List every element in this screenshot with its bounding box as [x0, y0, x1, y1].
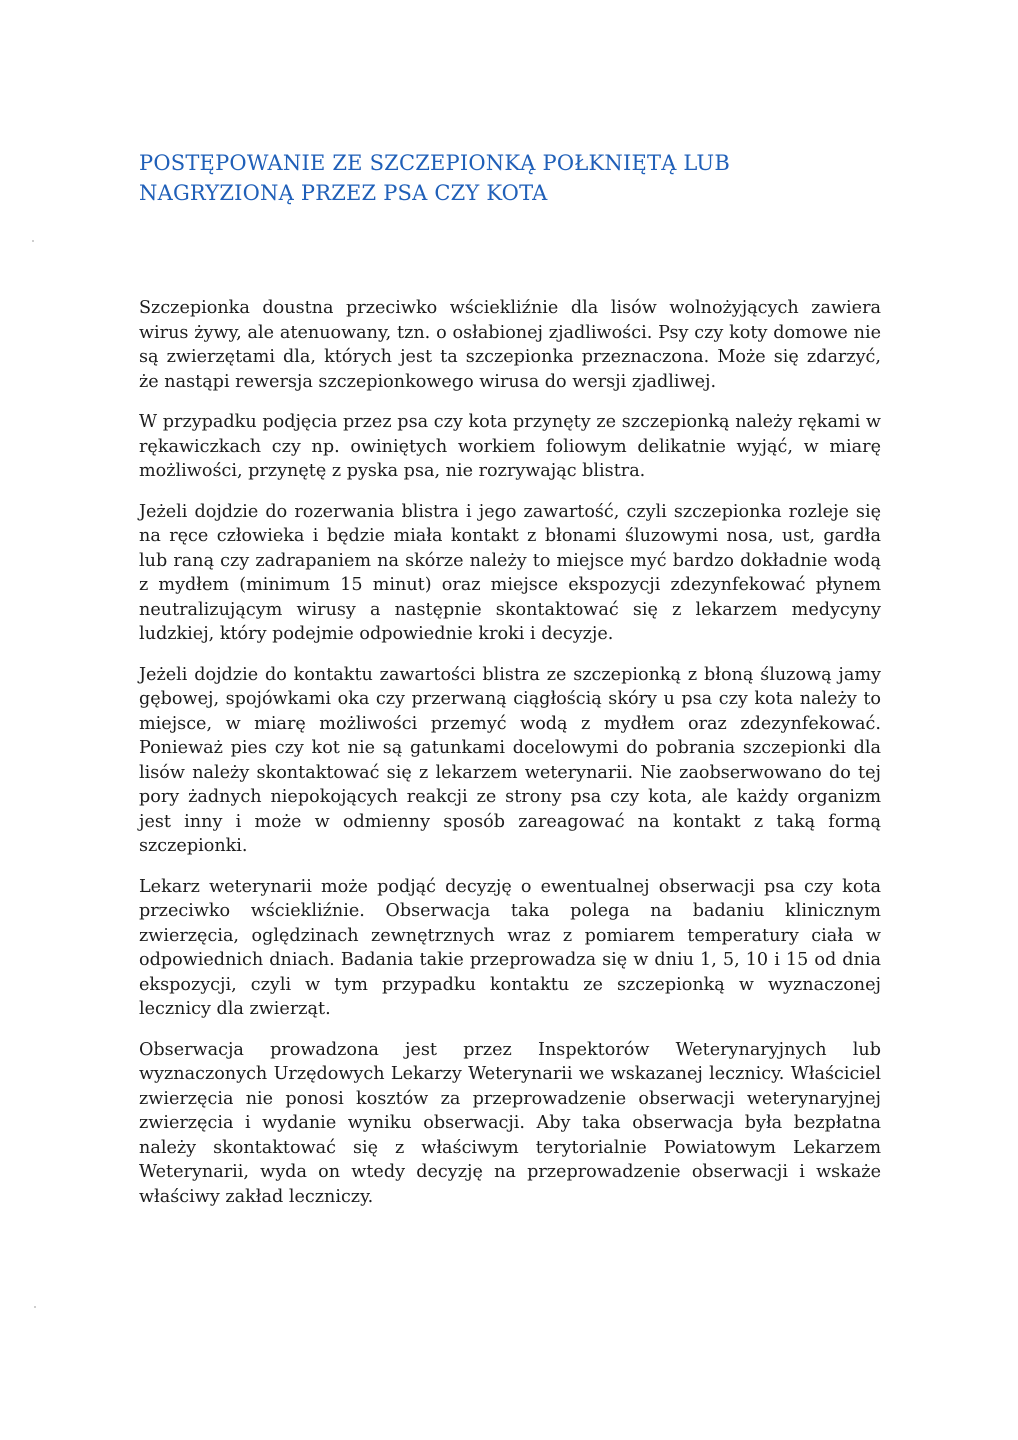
paragraph-observation-procedure: Obserwacja prowadzona jest przez Inspektorów Weterynaryjnych lub wyznaczonych Urzędowych Lekarzy Weterynarii we wskazanej lecznicy. Właściciel zwierzęcia nie ponosi kosztów za przeprowadzenie obserwacji weterynaryjnej zwierzęcia i wydanie wyniku obserwacji. Aby taka obserwacja była bezpłatna należy skontaktować się z właściwym terytorialnie Powiatowym Lekarzem Weterynarii, wyda on wtedy decyzję na przeprowadzenie obserwacji i wskaże właściwy zakład leczniczy. — [139, 1039, 881, 1207]
scan-speck — [34, 1306, 36, 1308]
scan-speck — [32, 240, 34, 242]
paragraph-vaccine-description: Szczepionka doustna przeciwko wściekliźnie dla lisów wolnożyjących zawiera wirus żywy, ale atenuowany, tzn. o osłabionej zjadliwości. Psy czy koty domowe nie są zwierzętami dla, których jest ta szczepionka przeznaczona. Może się zdarzyć, że nastąpi rewersja szczepionkowego wirusa do wersji zjadliwej. — [139, 298, 881, 392]
document-title: POSTĘPOWANIE ZE SZCZEPIONKĄ POŁKNIĘTĄ LUB NAGRYZIONĄ PRZEZ PSA CZY KOTA — [139, 151, 730, 205]
paragraph-bait-removal: W przypadku podjęcia przez psa czy kota przynęty ze szczepionką należy rękami w rękawiczkach czy np. owiniętych workiem foliowym delikatnie wyjąć, w miarę możliwości, przynętę z pyska psa, nie rozrywając blistra. — [139, 412, 881, 481]
paragraph-observation-decision: Lekarz weterynarii może podjąć decyzję o ewentualnej obserwacji psa czy kota przeciwko wściekliźnie. Obserwacja taka polega na badaniu klinicznym zwierzęcia, oględzinach zewnętrznych wraz z pomiarem temperatury ciała w odpowiednich dniach. Badania takie przeprowadza się w dniu 1, 5, 10 i 15 od dnia ekspozycji, czyli w tym przypadku kontaktu ze szczepionką w wyznaczonej lecznicy dla zwierząt. — [139, 876, 881, 1019]
paragraph-human-contact: Jeżeli dojdzie do rozerwania blistra i jego zawartość, czyli szczepionka rozleje się na ręce człowieka i będzie miała kontakt z błonami śluzowymi nosa, ust, gardła lub raną czy zadrapaniem na skórze należy to miejsce myć bardzo dokładnie wodą z mydłem (minimum 15 minut) oraz miejsce ekspozycji zdezynfekować płynem neutralizującym wirusy a następnie skontaktować się z lekarzem medycyny ludzkiej, który podejmie odpowiednie kroki i decyzje. — [139, 501, 881, 644]
paragraph-animal-contact: Jeżeli dojdzie do kontaktu zawartości blistra ze szczepionką z błoną śluzową jamy gębowej, spojówkami oka czy przerwaną ciągłością skóry u psa czy kota należy to miejsce, w miarę możliwości przemyć wodą z mydłem oraz zdezynfekować. Ponieważ pies czy kot nie są gatunkami docelowymi do pobrania szczepionki dla lisów należy skontaktować się z lekarzem weterynarii. Nie zaobserwowano do tej pory żadnych niepokojących reakcji ze strony psa czy kota, ale każdy organizm jest inny i może w odmienny sposób zareagować na kontakt z taką formą szczepionki. — [139, 664, 881, 856]
document-body — [139, 296, 881, 1225]
